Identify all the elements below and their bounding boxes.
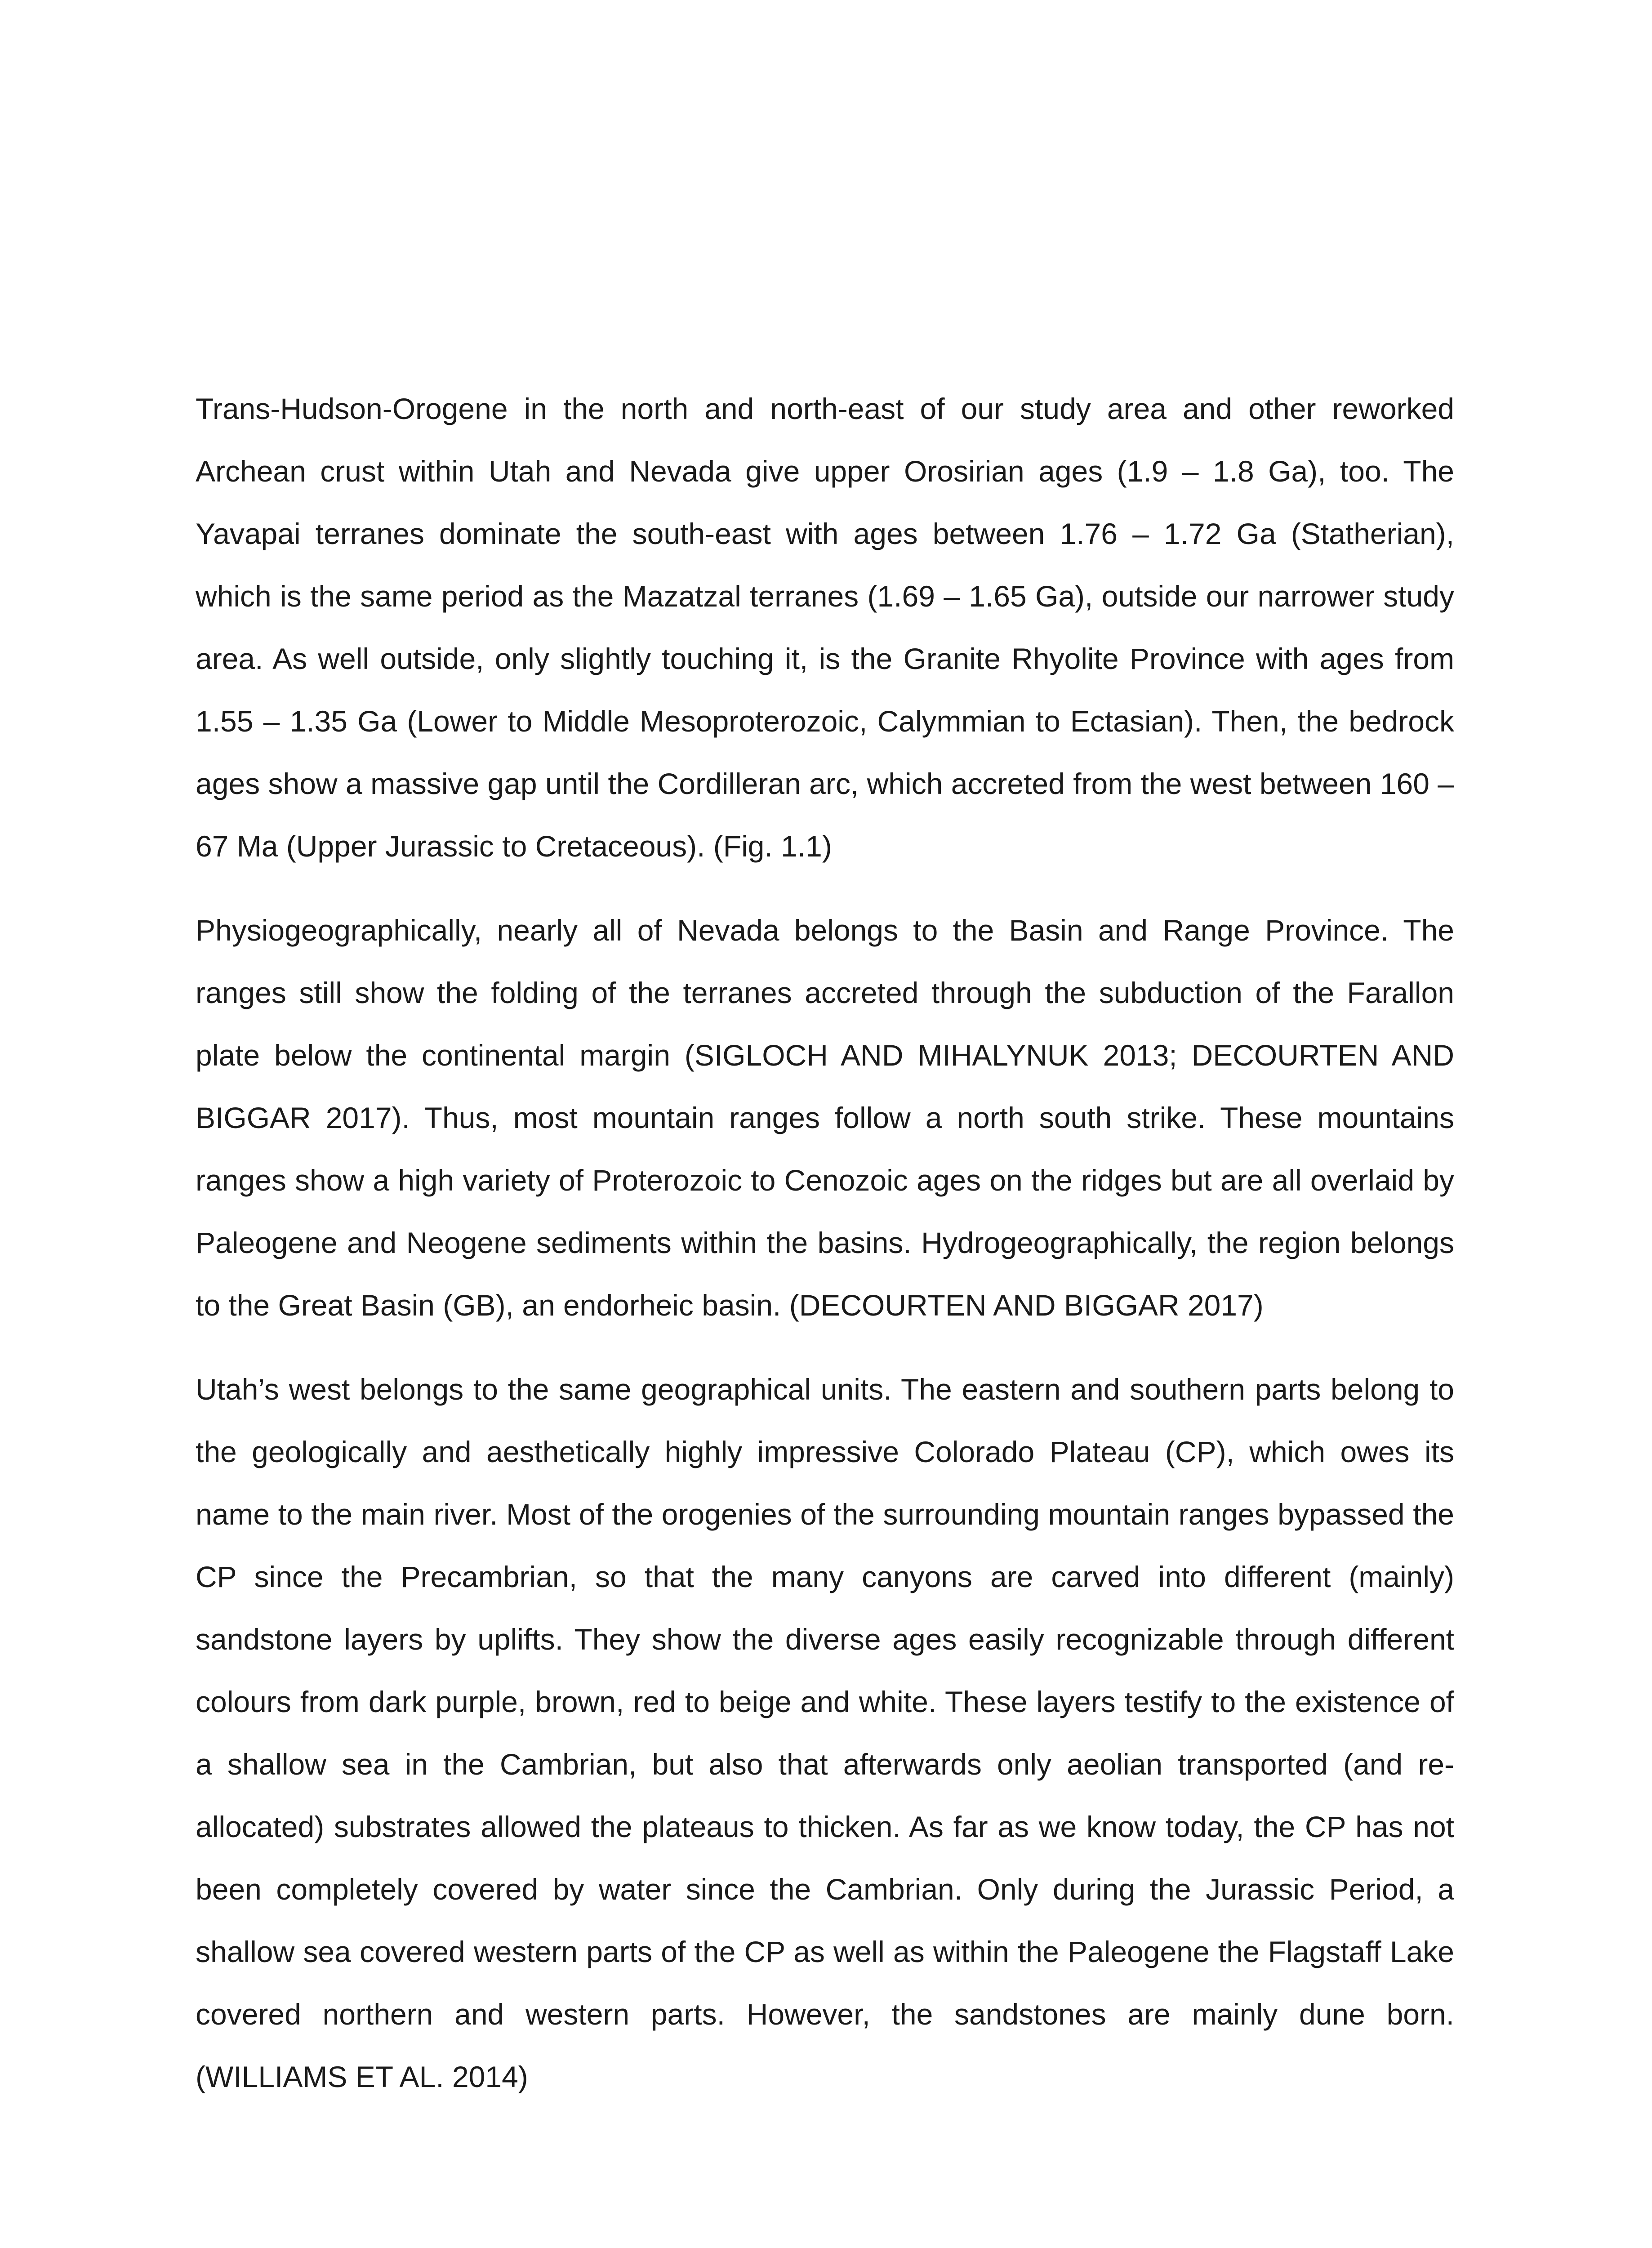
paragraph-nevada-physiogeography: Physiogeographically, nearly all of Nevada belongs to the Basin and Range Province. The ranges still show the folding of the terranes accreted through the subduction of the Farallon plate below the continental margin (SIGLOCH AND MIHALYNUK 2013; DECOURTEN AND BIGGAR 2017). Thus, most mountain ranges follow a north south strike. These mountains ranges show a high variety of Proterozoic to Cenozoic ages on the ridges but are all overlaid by Paleogene and Neogene sediments within the basins. Hydrogeographically, the region belongs to the Great Basin (GB), an endorheic basin. (DECOURTEN AND BIGGAR 2017) <box>196 914 1454 1322</box>
paragraph-utah-colorado-plateau: Utah’s west belongs to the same geographical units. The eastern and southern parts belong to the geologically and aesthetically highly impressive Colorado Plateau (CP), which owes its name to the main river. Most of the orogenies of the surrounding mountain ranges bypassed the CP since the Precambrian, so that the many canyons are carved into different (mainly) sandstone layers by uplifts. They show the diverse ages easily recognizable through different colours from dark purple, brown, red to beige and white. These layers testify to the existence of a shallow sea in the Cambrian, but also that afterwards only aeolian transported (and re-allocated) substrates allowed the plateaus to thicken. As far as we know today, the CP has not been completely covered by water since the Cambrian. Only during the Jurassic Period, a shallow sea covered western parts of the CP as well as within the Paleogene the Flagstaff Lake covered northern and western parts. However, the sandstones are mainly dune born. (WILLIAMS ET AL. 2014) <box>196 1373 1454 2093</box>
paragraph-geologic-ages: Trans-Hudson-Orogene in the north and north-east of our study area and other reworked Archean crust within Utah and Nevada give upper Orosirian ages (1.9 – 1.8 Ga), too. The Yavapai terranes dominate the south-east with ages between 1.76 – 1.72 Ga (Statherian), which is the same period as the Mazatzal terranes (1.69 – 1.65 Ga), outside our narrower study area. As well outside, only slightly touching it, is the Granite Rhyolite Province with ages from 1.55 – 1.35 Ga (Lower to Middle Mesoproterozoic, Calymmian to Ectasian). Then, the bedrock ages show a massive gap until the Cordilleran arc, which accreted from the west between 160 – 67 Ma (Upper Jurassic to Cretaceous). (Fig. 1.1) <box>196 392 1454 863</box>
body-text <box>196 378 1454 2108</box>
